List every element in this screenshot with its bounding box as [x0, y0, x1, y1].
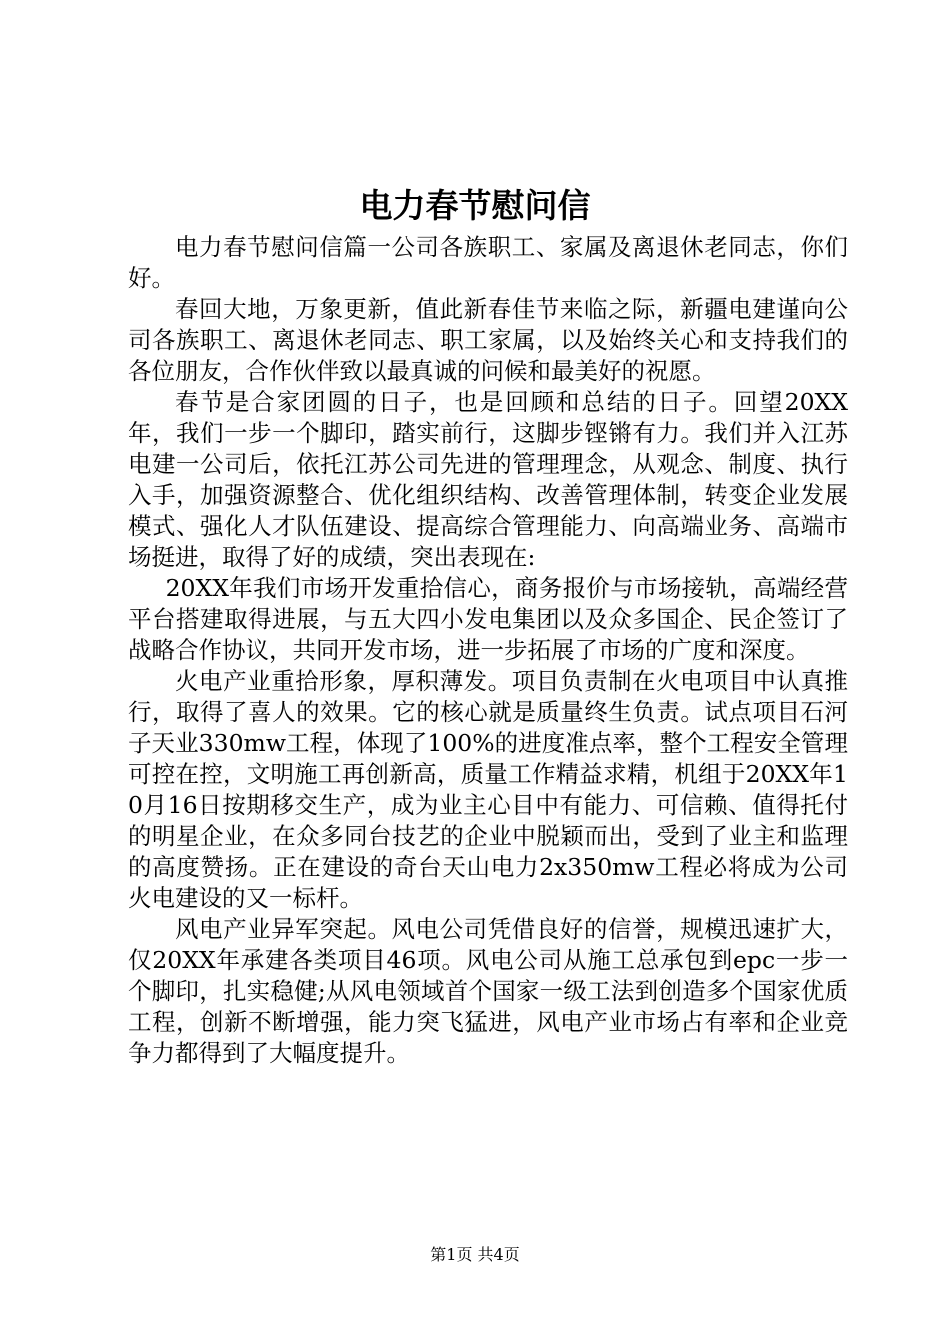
paragraph-market-development: 20XX年我们市场开发重拾信心，商务报价与市场接轨，高端经营平台搭建取得进展，与五大四小发电集团以及众多国企、民企签订了战略合作协议，共同开发市场，进一步拓展了市场的广度和深度。	[128, 574, 848, 664]
paragraph-greeting: 电力春节慰问信篇一公司各族职工、家属及离退休老同志，你们好。	[128, 233, 848, 292]
document-body	[128, 232, 848, 1069]
paragraph-review: 春节是合家团圆的日子，也是回顾和总结的日子。回望20XX年，我们一步一个脚印，踏实前行，这脚步铿锵有力。我们并入江苏电建一公司后，依托江苏公司先进的管理理念，从观念、制度、执行入手，加强资源整合、优化组织结构、改善管理体制，转变企业发展模式、强化人才队伍建设、提高综合管理能力、向高端业务、高端市场挺进，取得了好的成绩，突出表现在:	[128, 388, 848, 571]
paragraph-wind-power: 风电产业异军突起。风电公司凭借良好的信誉，规模迅速扩大，仅20XX年承建各类项目46项。风电公司从施工总承包到epc一步一个脚印，扎实稳健;从风电领域首个国家一级工法到创造多个国家优质工程，创新不断增强，能力突飞猛进，风电产业市场占有率和企业竞争力都得到了大幅度提升。	[128, 915, 848, 1067]
paragraph-thermal-power: 火电产业重拾形象，厚积薄发。项目负责制在火电项目中认真推行，取得了喜人的效果。它的核心就是质量终生负责。试点项目石河子天业330mw工程，体现了100%的进度准点率，整个工程安全管理可控在控，文明施工再创新高，质量工作精益求精，机组于20XX年10月16日按期移交生产，成为业主心目中有能力、可信赖、值得托付的明星企业，在众多同台技艺的企业中脱颖而出，受到了业主和监理的高度赞扬。正在建设的奇台天山电力2x350mw工程必将成为公司火电建设的又一标杆。	[128, 667, 848, 912]
paragraph-new-year-wishes: 春回大地，万象更新，值此新春佳节来临之际，新疆电建谨向公司各族职工、离退休老同志、职工家属，以及始终关心和支持我们的各位朋友，合作伙伴致以最真诚的问候和最美好的祝愿。	[128, 295, 848, 385]
page-footer: 第1页 共4页	[430, 1245, 520, 1264]
document-title: 电力春节慰问信	[359, 186, 591, 225]
